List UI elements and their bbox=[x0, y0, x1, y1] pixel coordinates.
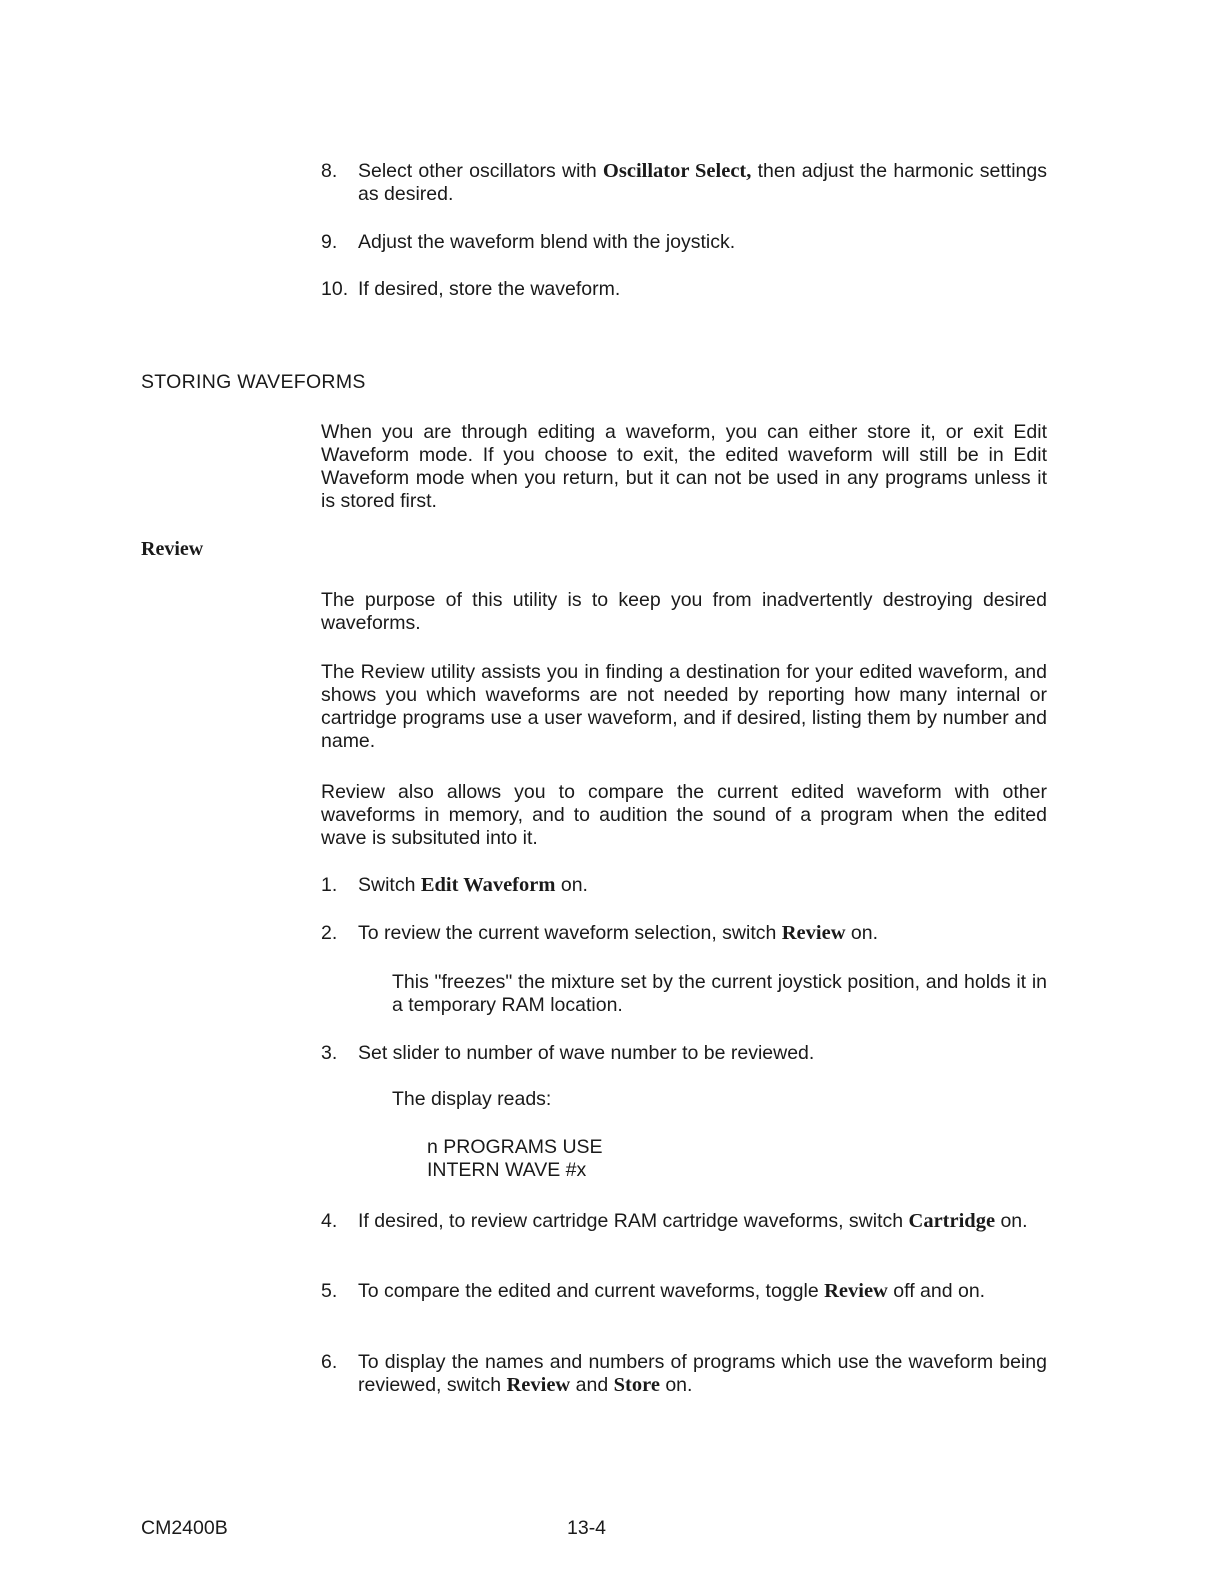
text-run: To display the names and numbers of programs which use the waveform being reviewed, switch bbox=[358, 1351, 1047, 1396]
list-number: 3. bbox=[321, 1042, 338, 1064]
list-number: 5. bbox=[321, 1280, 338, 1302]
paragraph: The Review utility assists you in finding a destination for your edited waveform, and shows you which waveforms are not needed by reporting how many internal or cartridge programs use a user waveform, and if desired, listing them by number and name. bbox=[321, 661, 1047, 752]
bold-term: Oscillator Select, bbox=[602, 160, 752, 182]
paragraph: Review also allows you to compare the current edited waveform with other waveforms in memory, and to audition the sound of a program when the edited wave is subsituted into it. bbox=[321, 781, 1047, 849]
text-run: on. bbox=[659, 1374, 693, 1396]
list-item bbox=[358, 1210, 1047, 1233]
text-run: on. bbox=[995, 1210, 1028, 1232]
bold-term: Review bbox=[506, 1374, 571, 1396]
text-run: To review the current waveform selection, switch bbox=[358, 922, 782, 944]
text-run: off and on. bbox=[887, 1280, 986, 1302]
bold-term: Review bbox=[781, 922, 846, 944]
list-item bbox=[358, 160, 1047, 206]
text-run: and bbox=[570, 1374, 614, 1396]
list-number: 2. bbox=[321, 922, 338, 944]
list-number: 1. bbox=[321, 874, 338, 896]
list-item bbox=[358, 1351, 1047, 1397]
list-item: If desired, store the waveform. bbox=[358, 278, 621, 300]
display-line: n PROGRAMS USE bbox=[427, 1136, 603, 1158]
list-item bbox=[358, 922, 1047, 945]
step-note: This "freezes" the mixture set by the current joystick position, and holds it in a temporary RAM location. bbox=[392, 971, 1047, 1016]
text-run: on. bbox=[555, 874, 588, 896]
list-number: 6. bbox=[321, 1351, 338, 1373]
list-number: 4. bbox=[321, 1210, 338, 1232]
doc-id: CM2400B bbox=[141, 1517, 228, 1539]
list-number: 9. bbox=[321, 231, 338, 253]
text-run: on. bbox=[845, 922, 879, 944]
side-label: Review bbox=[141, 538, 204, 560]
step-note: The display reads: bbox=[392, 1088, 552, 1110]
paragraph: The purpose of this utility is to keep you from inadvertently destroying desired waveforms. bbox=[321, 589, 1047, 634]
bold-term: Store bbox=[613, 1374, 660, 1396]
text-run: Switch bbox=[358, 874, 421, 896]
bold-term: Cartridge bbox=[908, 1210, 996, 1232]
page-number: 13-4 bbox=[567, 1517, 607, 1539]
section-heading: STORING WAVEFORMS bbox=[141, 371, 366, 393]
list-number: 8. bbox=[321, 160, 338, 182]
text-run: If desired, to review cartridge RAM cartridge waveforms, switch bbox=[358, 1210, 909, 1232]
paragraph: When you are through editing a waveform, you can either store it, or exit Edit Waveform mode. If you choose to exit, the edited waveform will still be in Edit Waveform mode when you return, but it can not be used in any programs unless it is stored first. bbox=[321, 421, 1047, 512]
list-item bbox=[358, 1280, 1047, 1303]
text-run: To compare the edited and current waveforms, toggle bbox=[358, 1280, 825, 1302]
list-item bbox=[358, 874, 1047, 897]
text-run: then adjust the harmonic settings as desired. bbox=[358, 160, 1048, 205]
text-run: Select other oscillators with bbox=[358, 160, 603, 182]
bold-term: Edit Waveform bbox=[420, 874, 556, 896]
display-line: INTERN WAVE #x bbox=[427, 1159, 587, 1181]
list-item: Set slider to number of wave number to be reviewed. bbox=[358, 1042, 815, 1064]
list-number: 10. bbox=[321, 278, 349, 300]
list-item: Adjust the waveform blend with the joystick. bbox=[358, 231, 736, 253]
bold-term: Review bbox=[824, 1280, 888, 1302]
